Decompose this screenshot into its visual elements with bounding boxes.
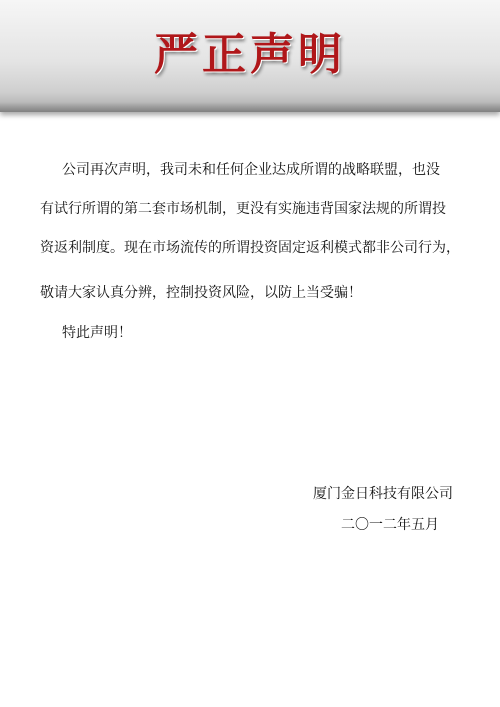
header-banner [0,0,500,112]
statement-closing: 特此声明！ [62,325,132,341]
statement-line-2: 有试行所谓的第二套市场机制，更没有实施违背国家法规的所谓投 [40,201,446,217]
page-title: 严正声明 [154,29,346,80]
statement-line-3: 资返利制度。现在市场流传的所谓投资固定返利模式都非公司行为， [40,240,460,256]
statement-line-4: 敬请大家认真分辨，控制投资风险，以防上当受骗！ [40,285,362,301]
signature-date: 二〇一二年五月 [341,517,439,533]
signature-company: 厦门金日科技有限公司 [313,486,453,502]
statement-line-1: 公司再次声明，我司未和任何企业达成所谓的战略联盟，也没 [62,162,440,178]
